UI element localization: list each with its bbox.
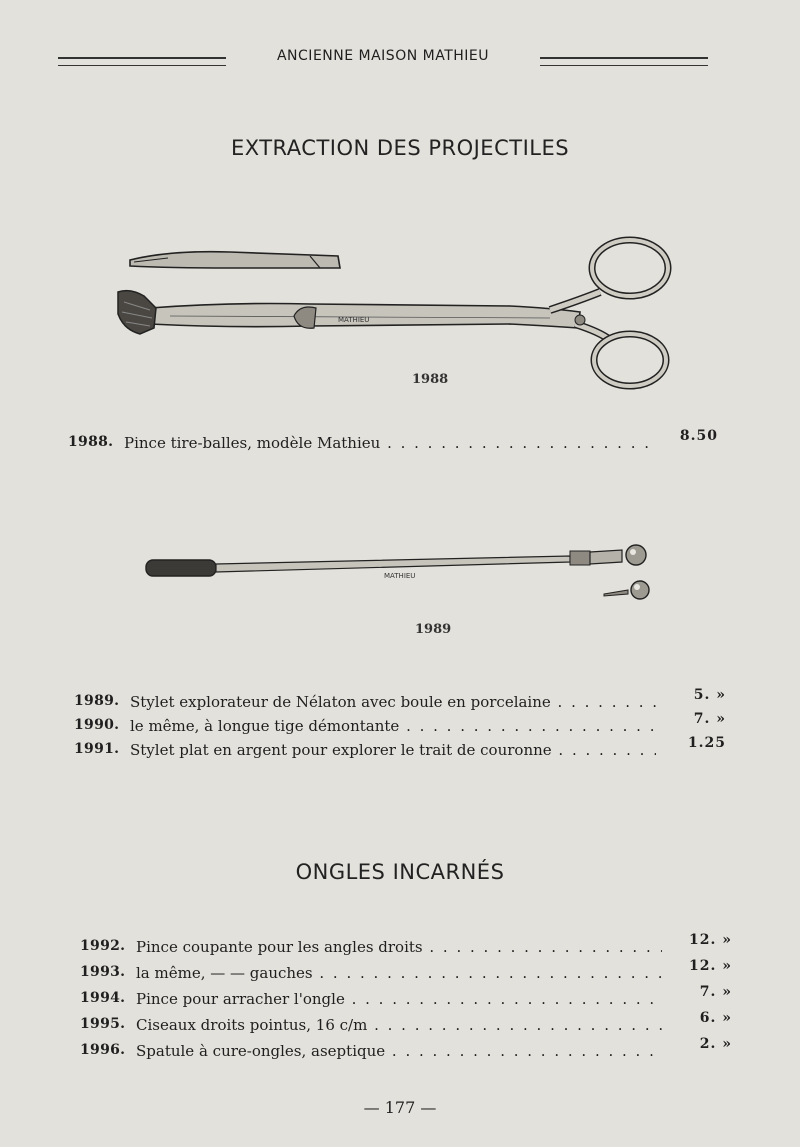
entry-price: 7. » <box>693 711 726 727</box>
header-rule-right <box>540 57 708 66</box>
figure-label-1989: 1989 <box>415 622 452 637</box>
entry-description: Pince pour arracher l'ongle . . . <box>136 990 662 1008</box>
entry-price: 2. » <box>699 1036 732 1052</box>
catalog-entry <box>68 428 718 456</box>
entry-description: la même, — — gauches . . . <box>136 964 662 982</box>
entry-price: 7. » <box>699 984 732 1000</box>
figure-1989-stylet <box>140 540 660 610</box>
entry-number: 1994. <box>80 990 126 1006</box>
entry-price: 12. » <box>689 958 732 974</box>
entry-price: 12. » <box>689 932 732 948</box>
figure-1988-forceps <box>110 232 690 402</box>
entry-price: 6. » <box>699 1010 732 1026</box>
entry-number: 1996. <box>80 1042 126 1058</box>
figure-label-1988: 1988 <box>412 372 449 387</box>
forceps-illustration <box>110 232 690 402</box>
entry-description: Pince coupante pour les angles droits . . . <box>136 938 662 956</box>
stylet-engraving: MATHIEU <box>384 572 416 580</box>
catalog-entry <box>74 687 726 715</box>
running-header <box>58 44 708 74</box>
forceps-engraving: MATHIEU <box>338 316 370 324</box>
catalog-entry <box>80 932 732 960</box>
entry-number: 1993. <box>80 964 126 980</box>
entry-number: 1989. <box>74 693 120 709</box>
page-folio: — 177 — <box>363 1098 437 1117</box>
entry-description: Stylet explorateur de Nélaton avec boule en porcelaine . . . <box>130 693 656 711</box>
entry-description: Spatule à cure-ongles, aseptique . . . <box>136 1042 662 1060</box>
entry-description: Pince tire-balles, modèle Mathieu . . . <box>124 434 648 452</box>
catalog-entry <box>80 1010 732 1038</box>
entry-description: Ciseaux droits pointus, 16 c/m . . . <box>136 1016 662 1034</box>
running-head-text: ANCIENNE MAISON MATHIEU <box>276 48 490 64</box>
catalog-entry <box>74 735 726 763</box>
stylet-illustration <box>140 540 660 610</box>
entry-number: 1992. <box>80 938 126 954</box>
entry-number: 1995. <box>80 1016 126 1032</box>
section-title-projectiles: EXTRACTION DES PROJECTILES <box>230 136 570 160</box>
entry-number: 1990. <box>74 717 120 733</box>
entry-price: 5. » <box>693 687 726 703</box>
entry-description: le même, à longue tige démontante . . . <box>130 717 656 735</box>
catalog-entry <box>74 711 726 739</box>
entry-number: 1988. <box>68 434 114 450</box>
catalog-entry <box>80 958 732 986</box>
catalog-entry <box>80 984 732 1012</box>
entry-number: 1991. <box>74 741 120 757</box>
catalog-entry <box>80 1036 732 1064</box>
section-title-ongles: ONGLES INCARNÉS <box>295 860 505 884</box>
entry-price: 8.50 <box>679 428 718 444</box>
entry-description: Stylet plat en argent pour explorer le trait de couronne . . . <box>130 741 656 759</box>
entry-price: 1.25 <box>687 735 726 751</box>
